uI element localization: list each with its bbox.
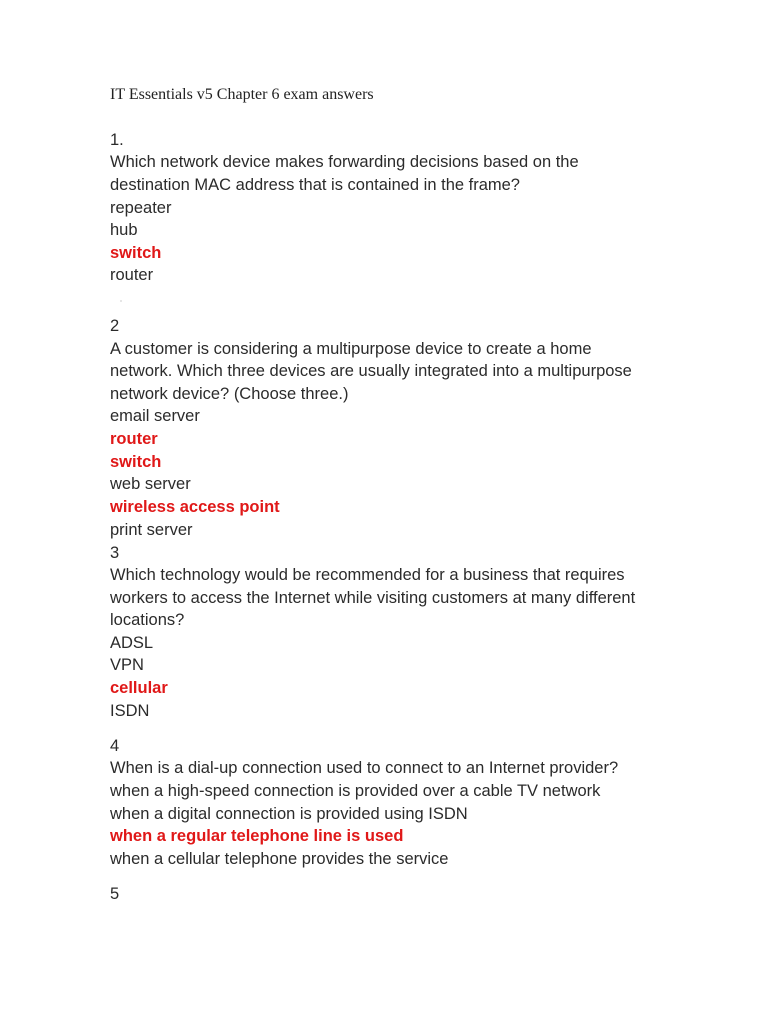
answer-option: when a cellular telephone provides the service: [110, 850, 449, 868]
question-text-line: destination MAC address that is contained in the frame?: [110, 176, 520, 194]
answer-option: web server: [110, 475, 191, 493]
correct-answer-option: when a regular telephone line is used: [110, 827, 404, 845]
question-number: 3: [110, 544, 120, 562]
question-text-line: When is a dial-up connection used to connect to an Internet provider?: [110, 759, 619, 777]
answer-option: repeater: [110, 199, 172, 217]
answer-option: router: [110, 266, 154, 284]
answer-option: ISDN: [110, 702, 150, 720]
question-number: 2: [110, 317, 120, 335]
question-text-line: network device? (Choose three.): [110, 385, 349, 403]
answer-option: when a high-speed connection is provided over a cable TV network: [110, 782, 601, 800]
answer-option: email server: [110, 407, 200, 425]
question-number: 1.: [110, 131, 124, 149]
answer-option: hub: [110, 221, 138, 239]
correct-answer-option: cellular: [110, 679, 168, 697]
question-text-line: workers to access the Internet while visiting customers at many different: [110, 589, 636, 607]
question-text-line: network. Which three devices are usually integrated into a multipurpose: [110, 362, 632, 380]
question-text-line: Which network device makes forwarding decisions based on the: [110, 153, 579, 171]
question-text-line: locations?: [110, 611, 185, 629]
correct-answer-option: switch: [110, 244, 162, 262]
correct-answer-option: router: [110, 430, 158, 448]
correct-answer-option: wireless access point: [110, 498, 280, 516]
question-number: 4: [110, 737, 120, 755]
document-title: IT Essentials v5 Chapter 6 exam answers: [110, 86, 374, 103]
scan-speck: [120, 300, 122, 302]
question-text-line: Which technology would be recommended for a business that requires: [110, 566, 625, 584]
question-number: 5: [110, 885, 120, 903]
question-text-line: A customer is considering a multipurpose device to create a home: [110, 340, 592, 358]
answer-option: ADSL: [110, 634, 154, 652]
answer-option: print server: [110, 521, 193, 539]
answer-option: VPN: [110, 656, 144, 674]
answer-option: when a digital connection is provided using ISDN: [110, 805, 468, 823]
correct-answer-option: switch: [110, 453, 162, 471]
